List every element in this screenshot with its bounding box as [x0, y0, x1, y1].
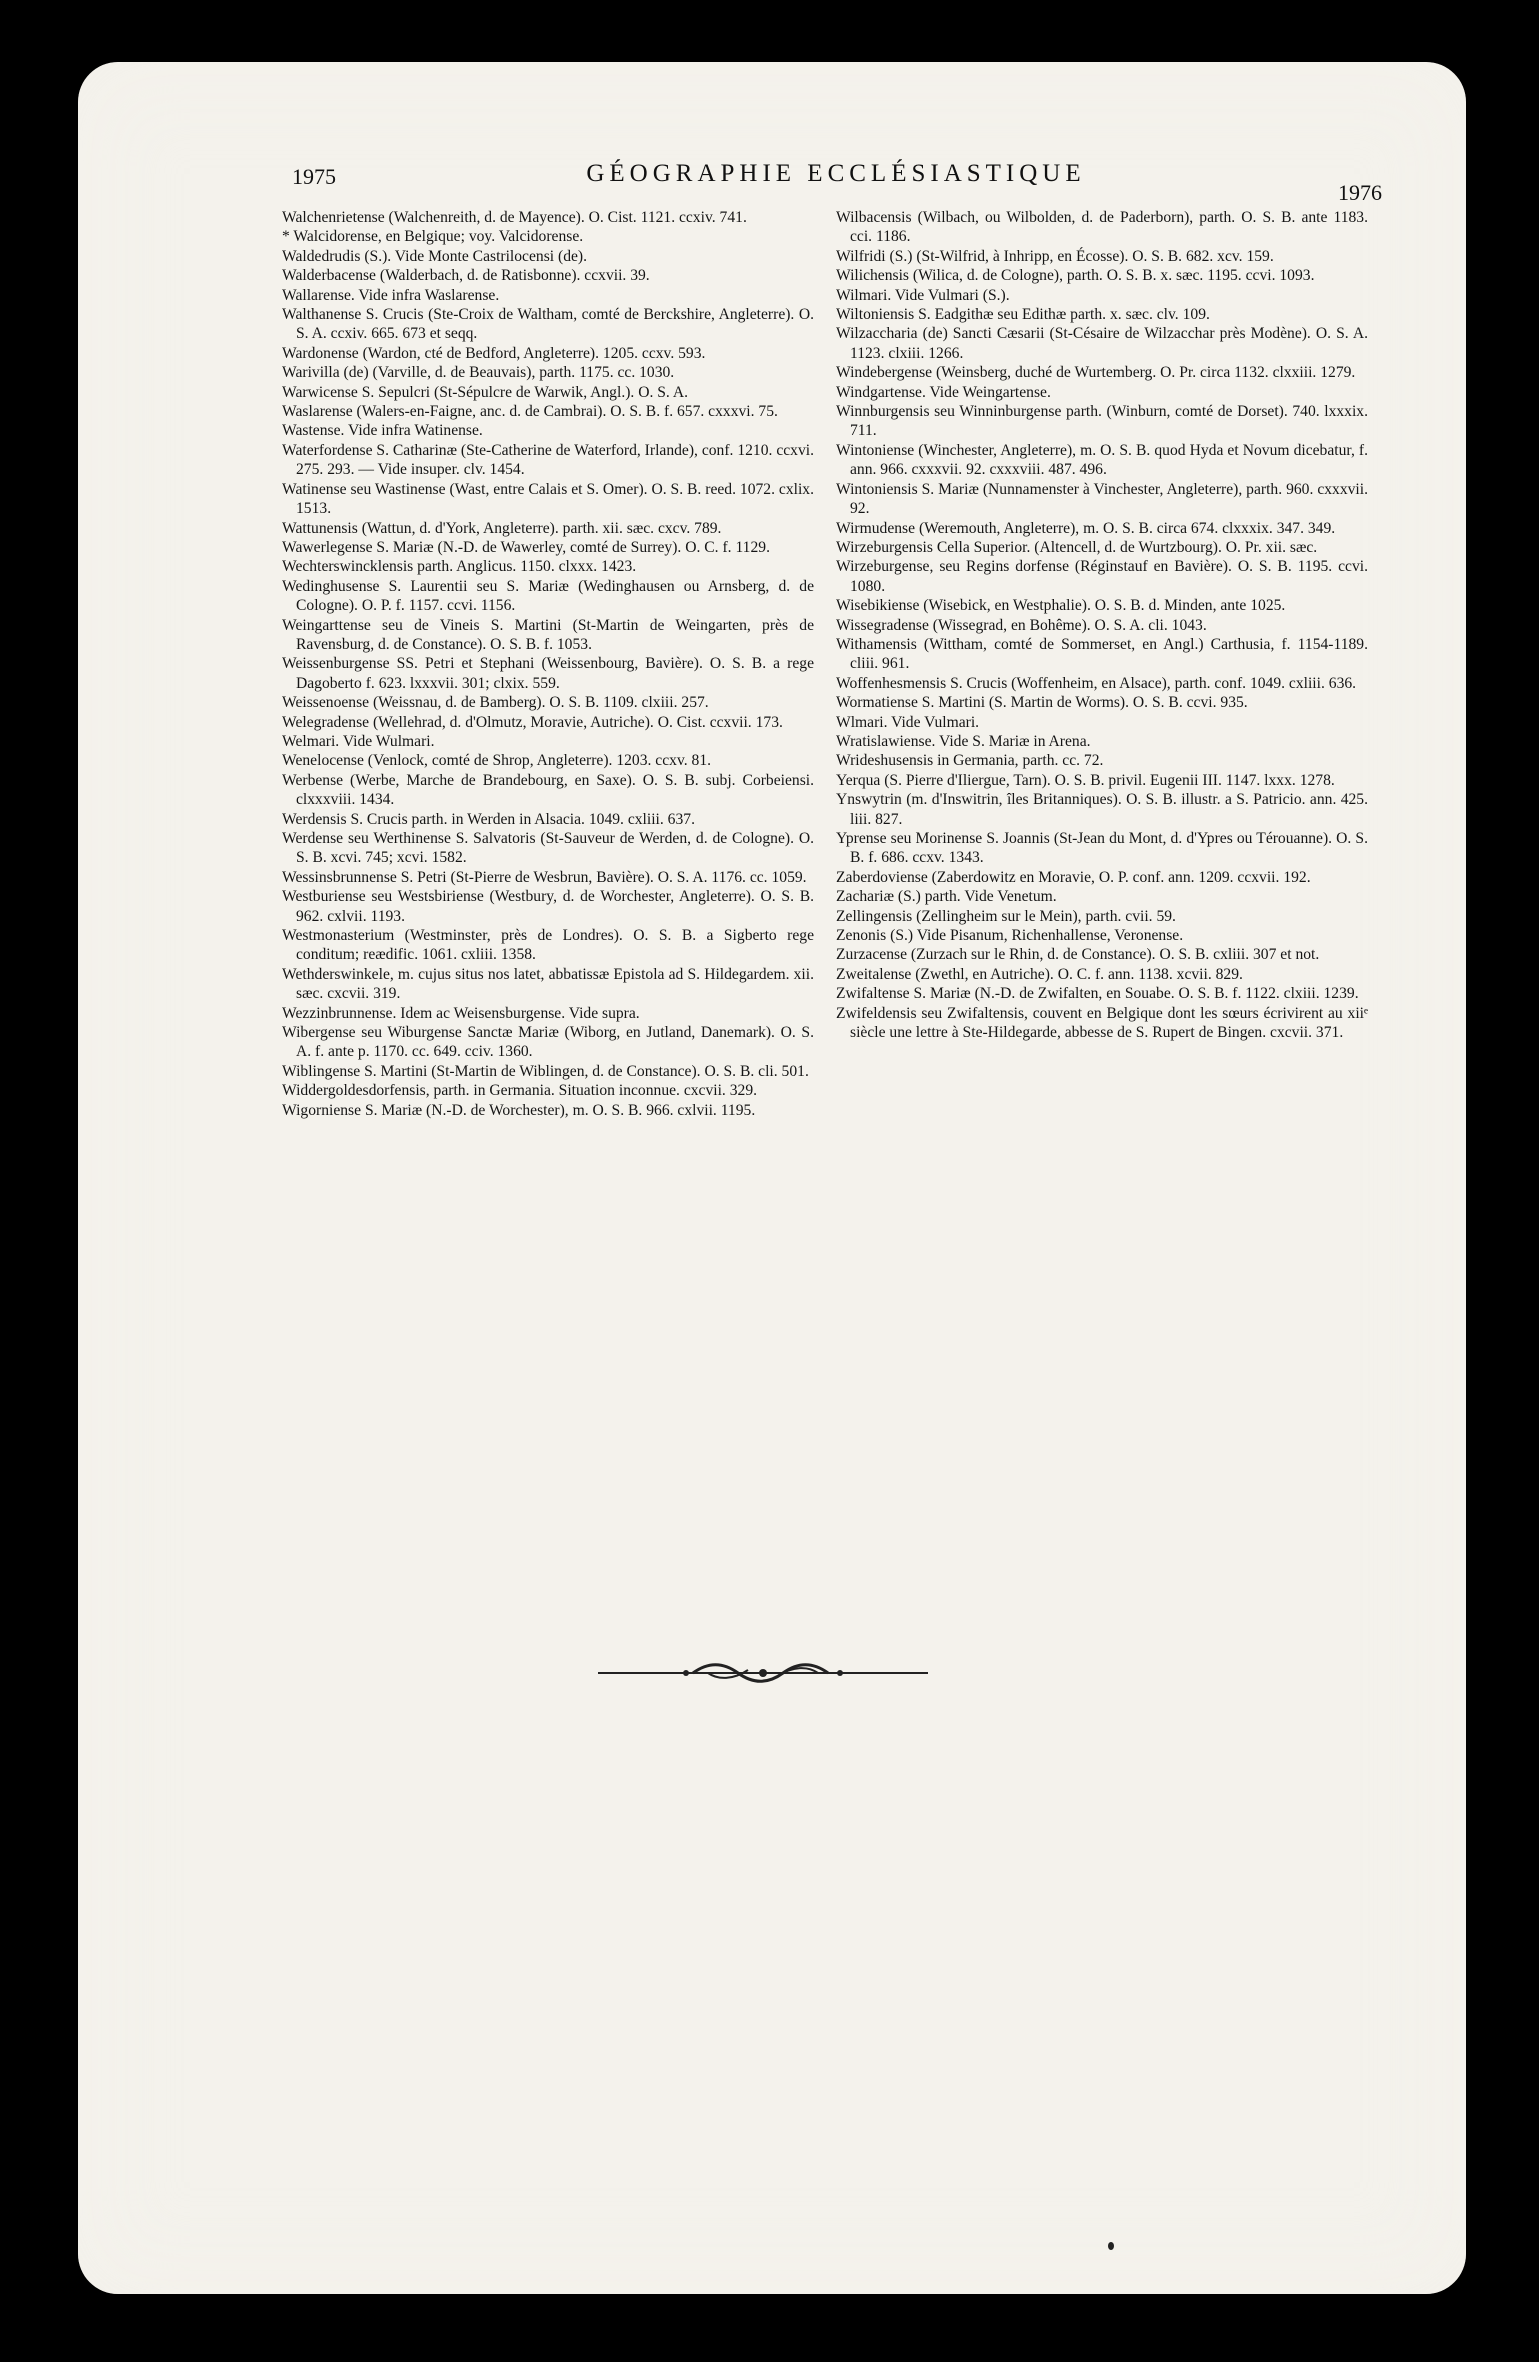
- index-entry: Waterfordense S. Catharinæ (Ste-Catherine de Waterford, Irlande), conf. 1210. ccxvi. 275. 293. — Vide insuper. clv. 1454.: [282, 441, 814, 479]
- index-entry: Zwifeldensis seu Zwifaltensis, couvent en Belgique dont les sœurs écrivirent au xiiᵉ siècle une lettre à Ste-Hildegarde, abbesse de S. Rupert de Bingen. cxcvii. 371.: [836, 1004, 1368, 1042]
- index-entry: Ynswytrin (m. d'Inswitrin, îles Britanniques). O. S. B. illustr. a S. Patricio. ann. 425. liii. 827.: [836, 791, 1368, 828]
- index-entry: Wastense. Vide infra Watinense.: [282, 422, 483, 440]
- binding-edge-mark: [0, 2090, 16, 2190]
- index-entry: Wisebikiense (Wisebick, en Westphalie). O. S. B. d. Minden, ante 1025.: [836, 597, 1286, 615]
- index-entry: Zweitalense (Zwethl, en Autriche). O. C. f. ann. 1138. xcvii. 829.: [836, 965, 1243, 983]
- index-entry: Warivilla (de) (Varville, d. de Beauvais), parth. 1175. cc. 1030.: [282, 364, 675, 382]
- index-entry: Wrideshusensis in Germania, parth. cc. 72.: [836, 752, 1104, 770]
- index-entry: Wirzeburgense, seu Regins dorfense (Réginstauf en Bavière). O. S. B. 1195. ccvi. 1080.: [836, 558, 1368, 595]
- index-entry: Warwicense S. Sepulcri (St-Sépulcre de Warwik, Angl.). O. S. A.: [282, 383, 689, 401]
- index-entry: Zwifaltense S. Mariæ (N.-D. de Zwifalten, en Souabe. O. S. B. f. 1122. clxiii. 1239.: [836, 985, 1359, 1003]
- index-entry: Wilfridi (S.) (St-Wilfrid, à Inhripp, en Écosse). O. S. B. 682. xcv. 159.: [836, 247, 1274, 265]
- index-entry: Wedinghusense S. Laurentii seu S. Mariæ (Wedinghausen ou Arnsberg, d. de Cologne). O. P. f. 1157. ccvi. 1156.: [282, 577, 814, 615]
- index-entry: Wilmari. Vide Vulmari (S.).: [836, 286, 1010, 304]
- page-number-left: 1975: [292, 164, 336, 189]
- index-entry: Windgartense. Vide Weingartense.: [836, 383, 1051, 401]
- index-entry: Zenonis (S.) Vide Pisanum, Richenhallense, Veronense.: [836, 927, 1184, 945]
- index-entry: Wallarense. Vide infra Waslarense.: [282, 286, 500, 304]
- index-entry: Wilzaccharia (de) Sancti Cæsarii (St-Césaire de Wilzacchar près Modène). O. S. A. 1123. clxiii. 1266.: [836, 325, 1368, 362]
- index-entry: Wilbacensis (Wilbach, ou Wilbolden, d. de Paderborn), parth. O. S. B. ante 1183. cci. 1186.: [836, 209, 1368, 246]
- index-entry: Weissenburgense SS. Petri et Stephani (Weissenbourg, Bavière). O. S. B. a rege Dagoberto f. 623. lxxxvii. 301; clxix. 559.: [282, 655, 814, 692]
- index-entry: Wibergense seu Wiburgense Sanctæ Mariæ (Wiborg, en Jutland, Danemark). O. S. A. f. ante p. 1170. cc. 649. cciv. 1360.: [282, 1024, 814, 1061]
- index-entry: Zurzacense (Zurzach sur le Rhin, d. de Constance). O. S. B. cxliii. 307 et not.: [836, 946, 1320, 964]
- index-entry: Welmari. Vide Wulmari.: [282, 732, 435, 750]
- index-entry: Wissegradense (Wissegrad, en Bohême). O. S. A. cli. 1043.: [836, 616, 1207, 634]
- index-entry: Wiltoniensis S. Eadgithæ seu Edithæ parth. x. sæc. clv. 109.: [836, 306, 1210, 324]
- page-number-right: 1976: [1338, 180, 1382, 205]
- index-entry: Werdense seu Werthinense S. Salvatoris (St-Sauveur de Werden, d. de Cologne). O. S. B. xcvi. 745; xcvi. 1582.: [282, 830, 814, 867]
- index-entry: Walthanense S. Crucis (Ste-Croix de Waltham, comté de Berckshire, Angleterre). O. S. A. ccxiv. 665. 673 et seqq.: [282, 306, 814, 343]
- index-entry: Zaberdoviense (Zaberdowitz en Moravie, O. P. conf. ann. 1209. ccxvii. 192.: [836, 868, 1311, 886]
- page-header: [282, 160, 1390, 205]
- running-title: GÉOGRAPHIE ECCLÉSIASTIQUE: [586, 160, 1086, 187]
- index-entry: Wirzeburgensis Cella Superior. (Altencell, d. de Wurtzbourg). O. Pr. xii. sæc.: [836, 538, 1318, 556]
- index-entry: Zachariæ (S.) parth. Vide Venetum.: [836, 888, 1057, 906]
- index-entry: Wawerlegense S. Mariæ (N.-D. de Wawerley, comté de Surrey). O. C. f. 1129.: [282, 538, 770, 556]
- index-entry: Wardonense (Wardon, cté de Bedford, Angleterre). 1205. ccxv. 593.: [282, 344, 706, 362]
- index-entry: Westmonasterium (Westminster, près de Londres). O. S. B. a Sigberto rege conditum; reædific. 1061. cxliii. 1358.: [282, 927, 814, 964]
- ink-spot: [1108, 2242, 1114, 2250]
- index-entry: Wlmari. Vide Vulmari.: [836, 713, 980, 731]
- index-entry: Wigorniense S. Mariæ (N.-D. de Worchester), m. O. S. B. 966. cxlvii. 1195.: [282, 1101, 756, 1119]
- right-column: [836, 208, 1368, 1042]
- index-entry: Werdensis S. Crucis parth. in Werden in Alsacia. 1049. cxliii. 637.: [282, 810, 695, 828]
- index-entry: Wattunensis (Wattun, d. d'York, Angleterre). parth. xii. sæc. cxcv. 789.: [282, 519, 722, 537]
- index-entry: Waslarense (Walers-en-Faigne, anc. d. de Cambrai). O. S. B. f. 657. cxxxvi. 75.: [282, 403, 778, 421]
- index-entry: Waldedrudis (S.). Vide Monte Castrilocensi (de).: [282, 247, 587, 265]
- index-entry: Widdergoldesdorfensis, parth. in Germania. Situation inconnue. cxcvii. 329.: [282, 1082, 758, 1100]
- index-entry: Wirmudense (Weremouth, Angleterre), m. O. S. B. circa 674. clxxxix. 347. 349.: [836, 519, 1336, 537]
- index-entry: Windebergense (Weinsberg, duché de Wurtemberg. O. Pr. circa 1132. clxxiii. 1279.: [836, 364, 1356, 382]
- index-entry: Wintoniense (Winchester, Angleterre), m. O. S. B. quod Hyda et Novum dicebatur, f. ann. 966. cxxxvii. 92. cxxxviii. 487. 496.: [836, 441, 1368, 479]
- index-entry: Wintoniensis S. Mariæ (Nunnamenster à Vinchester, Angleterre), parth. 960. cxxxvii. 92.: [836, 480, 1368, 518]
- index-entry: Wratislawiense. Vide S. Mariæ in Arena.: [836, 732, 1091, 750]
- index-entry: Weingarttense seu de Vineis S. Martini (St-Martin de Weingarten, près de Ravensburg, d. de Constance). O. S. B. f. 1053.: [282, 616, 814, 653]
- index-entry: Zellingensis (Zellingheim sur le Mein), parth. cvii. 59.: [836, 907, 1176, 925]
- index-entry: Wechterswincklensis parth. Anglicus. 1150. clxxx. 1423.: [282, 558, 637, 576]
- index-entry: Woffenhesmensis S. Crucis (Woffenheim, en Alsace), parth. conf. 1049. cxliii. 636.: [836, 674, 1357, 692]
- index-entry: Westburiense seu Westsbiriense (Westbury, d. de Worchester, Angleterre). O. S. B. 962. cxlvii. 1193.: [282, 888, 814, 925]
- index-entry: Welegradense (Wellehrad, d. d'Olmutz, Moravie, Autriche). O. Cist. ccxvii. 173.: [282, 713, 783, 731]
- index-entry: Walderbacense (Walderbach, d. de Ratisbonne). ccxvii. 39.: [282, 267, 650, 285]
- index-entry: Wessinsbrunnense S. Petri (St-Pierre de Wesbrun, Bavière). O. S. A. 1176. cc. 1059.: [282, 868, 807, 886]
- index-entry: Weissenoense (Weissnau, d. de Bamberg). O. S. B. 1109. clxiii. 257.: [282, 694, 709, 712]
- index-entry: Werbense (Werbe, Marche de Brandebourg, en Saxe). O. S. B. subj. Corbeiensi. clxxxviii. 1434.: [282, 771, 814, 809]
- ornamental-rule: [598, 1660, 928, 1686]
- index-entry: Winnburgensis seu Winninburgense parth. (Winburn, comté de Dorset). 740. lxxxix. 711.: [836, 403, 1368, 440]
- index-entry: Wethderswinkele, m. cujus situs nos latet, abbatissæ Epistola ad S. Hildegardem. xii. sæc. cxcvii. 319.: [282, 965, 814, 1003]
- index-entry: Withamensis (Wittham, comté de Sommerset, en Angl.) Carthusia, f. 1154-1189. cliii. 961.: [836, 635, 1368, 673]
- index-entry: Walchenrietense (Walchenreith, d. de Mayence). O. Cist. 1121. ccxiv. 741.: [282, 209, 747, 226]
- index-entry: Wenelocense (Venlock, comté de Shrop, Angleterre). 1203. ccxv. 81.: [282, 752, 712, 770]
- index-entry: Wezzinbrunnense. Idem ac Weisensburgense. Vide supra.: [282, 1004, 640, 1022]
- index-entry: Watinense seu Wastinense (Wast, entre Calais et S. Omer). O. S. B. reed. 1072. cxlix. 1513.: [282, 480, 814, 518]
- index-entry: Yerqua (S. Pierre d'Iliergue, Tarn). O. S. B. privil. Eugenii III. 1147. lxxx. 1278.: [836, 771, 1335, 789]
- index-entry: Wilichensis (Wilica, d. de Cologne), parth. O. S. B. x. sæc. 1195. ccvi. 1093.: [836, 267, 1315, 285]
- index-entry: Wiblingense S. Martini (St-Martin de Wiblingen, d. de Constance). O. S. B. cli. 501.: [282, 1062, 809, 1080]
- left-column: [282, 208, 814, 1120]
- index-entry: * Walcidorense, en Belgique; voy. Valcidorense.: [282, 228, 584, 246]
- index-entry: Yprense seu Morinense S. Joannis (St-Jean du Mont, d. d'Ypres ou Térouanne). O. S. B. f. 686. ccxv. 1343.: [836, 830, 1368, 867]
- index-entry: Wormatiense S. Martini (S. Martin de Worms). O. S. B. ccvi. 935.: [836, 694, 1248, 712]
